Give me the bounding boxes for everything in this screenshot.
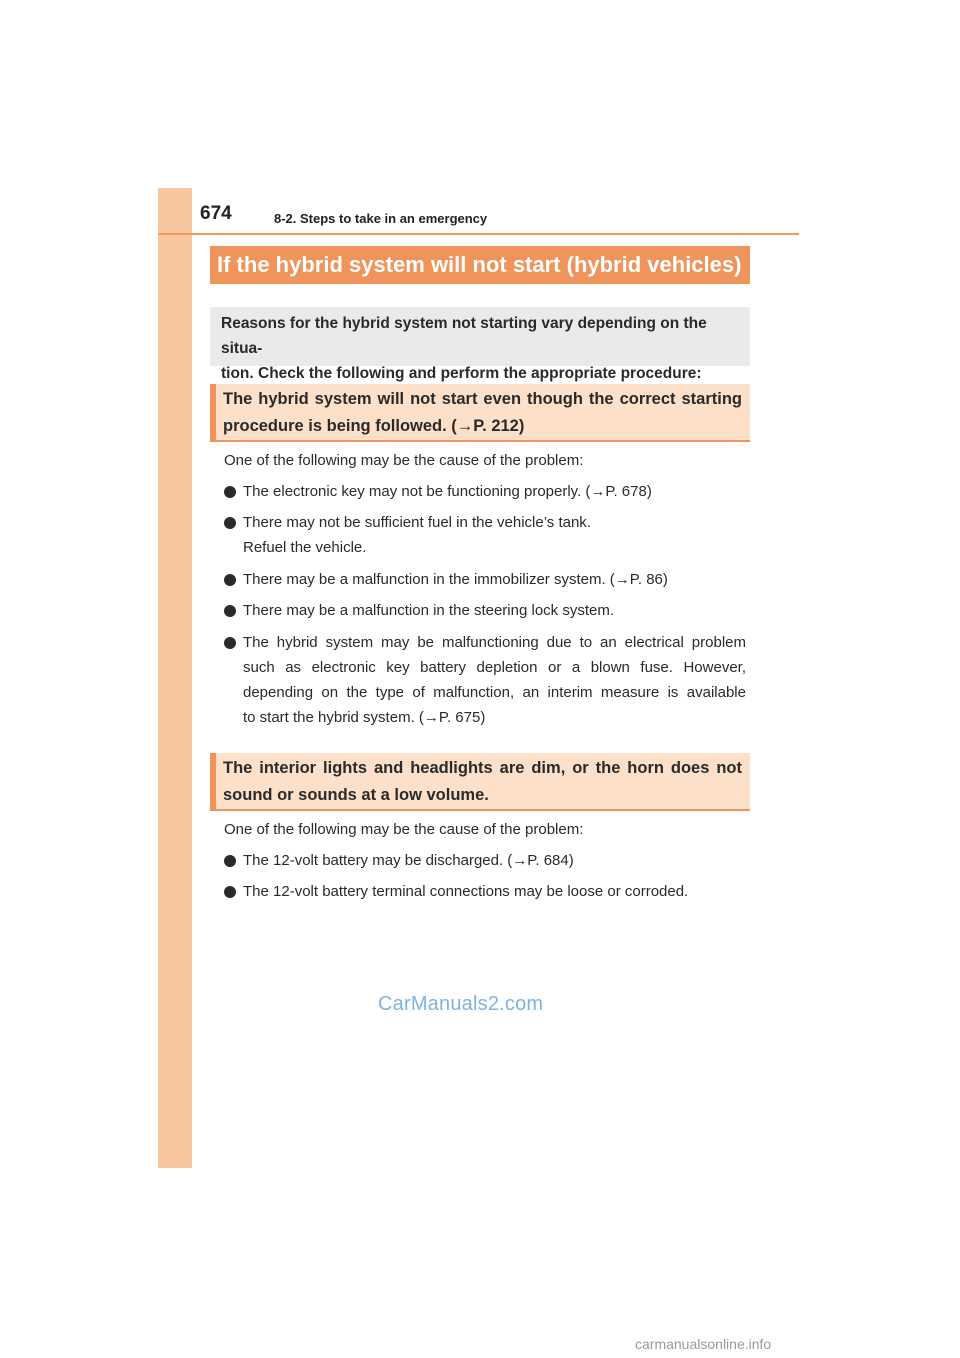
list-item-text: The 12-volt battery may be discharged. (→P. 684) [243, 852, 574, 869]
subheading-line: procedure is being followed. (→P. 212) [223, 417, 525, 435]
bullet-dot-icon [224, 855, 236, 867]
cause-lead-text: One of the following may be the cause of the problem: [224, 821, 584, 838]
cause-lead-text: One of the following may be the cause of the problem: [224, 452, 584, 469]
list-item [222, 598, 746, 623]
side-tab-strip [158, 188, 192, 1168]
list-item-text: There may be a malfunction in the immobilizer system. (→P. 86) [243, 571, 668, 588]
subheading-hybrid-not-start [210, 384, 750, 442]
subheading-line: The interior lights and headlights are dim, or the horn does not [223, 759, 742, 777]
list-item-text: Refuel the vehicle. [243, 539, 367, 556]
page-number: 674 [200, 203, 232, 224]
subheading-line: sound or sounds at a low volume. [223, 786, 489, 804]
intro-line: Reasons for the hybrid system not starting vary depending on the situa- [221, 315, 707, 357]
intro-box [210, 307, 750, 382]
list-item [222, 630, 746, 730]
section-title: 8-2. Steps to take in an emergency [274, 211, 488, 226]
list-item-text: The electronic key may not be functioning properly. (→P. 678) [243, 483, 652, 500]
list-item-text: to start the hybrid system. (→P. 675) [243, 709, 486, 726]
list-item-text: There may be a malfunction in the steering lock system. [243, 602, 615, 619]
bullet-dot-icon [224, 486, 236, 498]
watermark-logo: CarManuals2.com [378, 993, 544, 1015]
list-item [222, 879, 746, 904]
bullet-dot-icon [224, 517, 236, 529]
list-item [222, 510, 746, 560]
list-item-text: The hybrid system may be malfunctioning due to an electrical problem [243, 634, 746, 651]
list-item-text: There may not be sufficient fuel in the vehicle’s tank. [243, 514, 591, 531]
bullet-dot-icon [224, 637, 236, 649]
header-rule [158, 233, 799, 235]
bullet-dot-icon [224, 605, 236, 617]
footer-watermark: carmanualsonline.info [635, 1336, 772, 1352]
bullet-dot-icon [224, 574, 236, 586]
list-item [222, 567, 746, 592]
list-item-text: depending on the type of malfunction, an interim measure is available [243, 684, 746, 701]
list-item [222, 848, 746, 873]
list-item-text: The 12-volt battery terminal connections may be loose or corroded. [243, 883, 689, 900]
page-title: If the hybrid system will not start (hybrid vehicles) [210, 246, 750, 284]
subheading-line: The hybrid system will not start even though the correct starting [223, 390, 742, 408]
list-item [222, 479, 746, 504]
bullet-dot-icon [224, 886, 236, 898]
list-item-text: such as electronic key battery depletion or a blown fuse. However, [243, 659, 746, 676]
intro-line: tion. Check the following and perform the appropriate procedure: [221, 365, 702, 382]
subheading-lights-dim [210, 753, 750, 811]
